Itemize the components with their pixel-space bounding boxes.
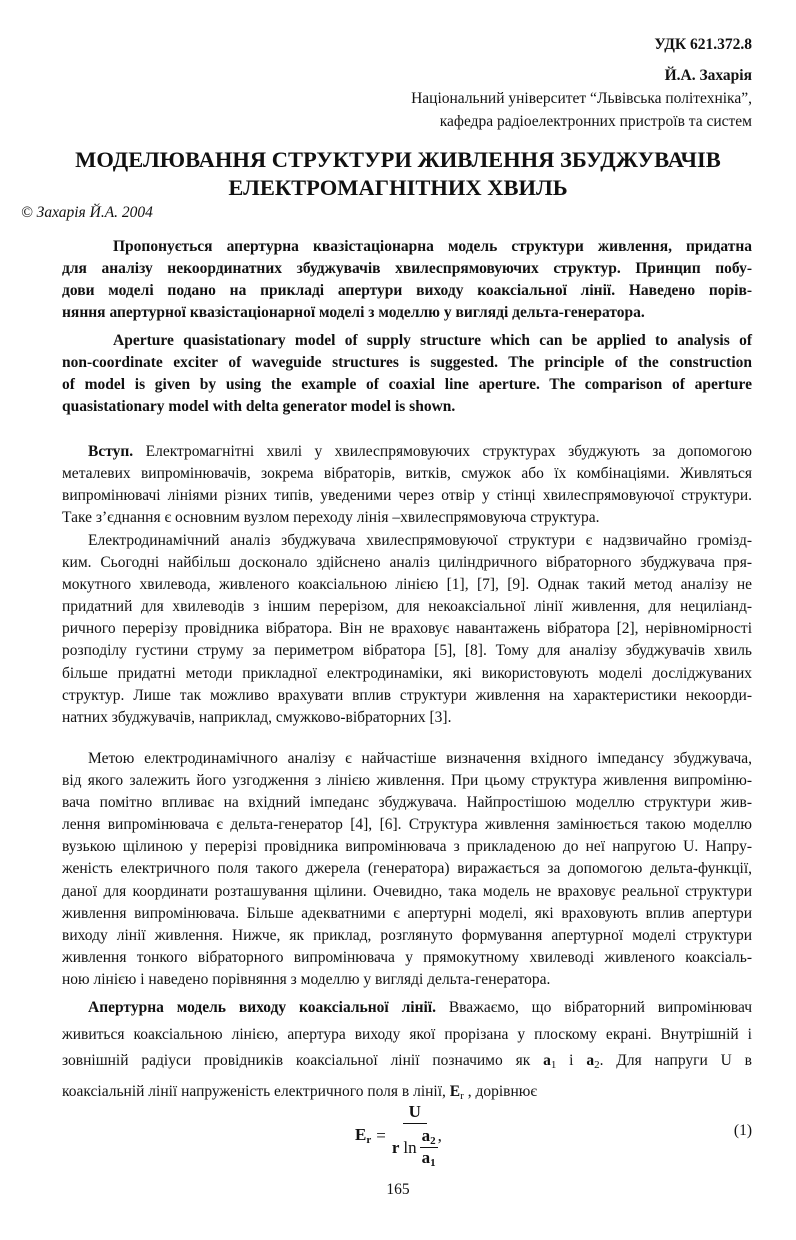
text-run: вузькою щілиною у перерізі провідника випромінювача з прикладеною до неї напругою U. Напру-	[62, 838, 752, 856]
text-run: Електродинамічний аналіз збуджувача хвилеспрямовуючої структури є надзвичайно громізд-	[88, 532, 752, 549]
formula-fraction: U r ln $a_2$ $a_1$	[391, 1102, 436, 1169]
text-run: натних збуджувачів, наприклад, смужково-вібраторних [3].	[62, 708, 452, 726]
text-run: мокутного хвилевода, живленого коаксіальною лінією [1], [7], [9]. Однак такий метод аналізу не	[62, 576, 752, 594]
text-line	[62, 903, 752, 925]
text-line	[62, 485, 752, 507]
text-line	[62, 552, 752, 574]
page-number: 165	[386, 1181, 410, 1198]
bold-text: Апертурна модель виходу коаксіальної лінії.	[88, 999, 436, 1016]
text-run: ною лінією і наведено порівняння з моделлю у вигляді дельта-генератора.	[62, 970, 551, 988]
text-run: вача помітно впливає на вхідний імпеданс збуджувача. Найпростішою моделлю структури жив-	[62, 794, 752, 812]
text-line	[62, 881, 752, 903]
text-run: Aperture quasistationary model of supply structure which can be applied to analysis of	[113, 332, 752, 349]
text-line	[62, 792, 752, 814]
text-run: , дорівнює	[463, 1082, 537, 1100]
text-line	[62, 995, 752, 1022]
text-line	[62, 618, 752, 640]
text-run: Вважаємо, що вібраторний випромінювач	[436, 999, 752, 1016]
text-run: Таке з’єднання є основним вузлом переходу лінія –хвилеспрямовуюча структура.	[62, 509, 600, 527]
text-line	[62, 814, 752, 836]
text-line	[62, 530, 752, 552]
bold-text: Вступ.	[88, 443, 134, 460]
text-run: зовнішній радіуси провідників коаксіальної лінії позначимо як	[62, 1052, 544, 1069]
text-line	[62, 663, 752, 685]
text-run: дови моделі подано на прикладі апертури виходу коаксіальної лінії. Наведено порів-	[62, 282, 752, 300]
text-line	[62, 770, 752, 792]
text-run: of model is given by using the example of coaxial line aperture. The comparison of aperture	[62, 376, 752, 394]
text-line	[62, 352, 752, 374]
text-line	[62, 685, 752, 707]
text-run: няння апертурної квазістаціонарної моделі з моделлю у вигляді дельта-генератора.	[62, 304, 645, 322]
equation-number: (1)	[733, 1122, 752, 1139]
text-line	[62, 707, 752, 729]
text-line	[62, 858, 752, 880]
text-run: Метою електродинамічного аналізу є найчастіше визначення вхідного імпедансу збуджувача,	[88, 750, 752, 767]
bold-text: E	[449, 1082, 461, 1100]
text-line	[62, 280, 752, 302]
affiliation-department: кафедра радіоелектронних пристроїв та систем	[439, 113, 752, 130]
formula-inner-fraction: $a_2$ $a_1$	[421, 1126, 436, 1169]
affiliation-university: Національний університет “Львівська політехніка”,	[411, 90, 752, 107]
paper-title-line1: МОДЕЛЮВАННЯ СТРУКТУРИ ЖИВЛЕННЯ ЗБУДЖУВАЧІВ	[75, 147, 721, 172]
text-run: придатний для хвилеводів з іншим перерізом, для некоаксіальної лінії живлення, для нециліанд-	[62, 598, 752, 616]
text-line	[62, 374, 752, 396]
text-run: non-coordinate exciter of waveguide structures is suggested. The principle of the construction	[62, 354, 752, 372]
udk-code: УДК 621.372.8	[654, 36, 752, 53]
abstract-ukrainian	[62, 236, 752, 324]
text-run: металевих випромінювачів, зокрема вібраторів, витків, смужок або їх комбінаціями. Живляться	[62, 465, 752, 483]
paragraph-aperture-model	[62, 995, 752, 1109]
text-line	[62, 396, 752, 418]
text-line	[62, 463, 752, 485]
text-line	[62, 236, 752, 258]
text-run: від якого залежить його узгодження з лінією живлення. При цьому структура живлення випроміню-	[62, 772, 752, 790]
text-run: випромінювачі лініями різних типів, уведеними через отвір у стінці хвилеспрямовуючої структури.	[62, 487, 752, 505]
text-line	[62, 748, 752, 770]
paragraph-analysis	[62, 530, 752, 729]
subscript: 2	[594, 1059, 600, 1071]
subscript: 1	[550, 1059, 557, 1071]
paragraph-introduction	[62, 441, 752, 529]
text-run: живиться коаксіальною лінією, апертура виходу якої прорізана у плоскому екрані. Внутрішній і	[62, 1025, 752, 1043]
text-line	[62, 441, 752, 463]
text-line	[62, 596, 752, 618]
text-line	[62, 258, 752, 280]
text-run: лення випромінювача є дельта-генератор [4], [6]. Структура живлення замінюється такою моделлю	[62, 816, 752, 834]
text-run: більше придатні методи прикладної електродинаміки, які використовують моделі досліджуваних	[62, 664, 752, 682]
bold-text: a	[586, 1052, 595, 1069]
text-run: Електромагнітні хвилі у хвилеспрямовуючих структурах збуджують за допомогою	[133, 443, 752, 460]
copyright-notice: © Захарія Й.А. 2004	[21, 204, 153, 221]
formula-lhs: $E_r$	[355, 1125, 372, 1146]
equation-1: $E_r$ = U r ln $a_2$ $a_1$ ,	[355, 1102, 442, 1169]
text-run: ричного перерізу провідника вібратора. Він не враховує навантажень вібратора [2], нерівномірності	[62, 620, 752, 638]
paper-title-line2: ЕЛЕКТРОМАГНІТНИХ ХВИЛЬ	[228, 175, 568, 200]
bold-text: a	[543, 1052, 551, 1069]
abstract-english	[62, 330, 752, 418]
text-run: живлення випромінювача. Більше адекватними є апертурні моделі, які враховують вплив апертури	[62, 904, 752, 922]
text-line	[62, 1048, 752, 1079]
text-line	[62, 640, 752, 662]
text-line	[62, 507, 752, 529]
text-run: коаксіальній лінії напруженість електричного поля в лінії,	[62, 1082, 450, 1100]
text-line	[62, 330, 752, 352]
paragraph-aim	[62, 748, 752, 991]
text-line	[62, 574, 752, 596]
text-line	[62, 925, 752, 947]
text-run: даної для координати розташування щілини. Очевидно, така модель не враховує реальної структури	[62, 882, 752, 900]
text-run: розподілу густини струму за периметром вібратора [5], [8]. Тому для аналізу збуджувачів хвиль	[62, 642, 752, 660]
subscript: r	[460, 1089, 464, 1102]
text-line	[62, 1022, 752, 1049]
text-run: живлення тонкого вібраторного випромінювача у прямокутному хвилеводі живленого коаксіаль-	[62, 948, 752, 966]
text-line	[62, 969, 752, 991]
text-run: структур. Лише так можливо врахувати вплив структури живлення на характеристики некоорди-	[62, 686, 752, 704]
text-run: і	[556, 1052, 587, 1069]
text-run: quasistationary model with delta generator model is shown.	[62, 398, 456, 416]
text-line	[62, 947, 752, 969]
text-run: женість електричного поля такого джерела (генератора) виражається за допомогою дельта-функції,	[62, 860, 752, 878]
text-run: Пропонується апертурна квазістаціонарна модель структури живлення, придатна	[113, 238, 752, 255]
text-line	[62, 836, 752, 858]
author-name: Й.А. Захарія	[664, 67, 752, 84]
text-run: . Для напруги U в	[599, 1052, 753, 1069]
text-line	[62, 302, 752, 324]
text-run: ким. Сьогодні найбільш досконало здійснено аналіз циліндричного вібраторного збуджувача пря-	[62, 554, 752, 572]
text-run: виходу лінії живлення. Нижче, як приклад, розглянуто формування апертурної моделі структури	[62, 926, 752, 944]
text-run: для аналізу некоординатних збуджувачів хвилеспрямовуючих структур. Принцип побу-	[62, 260, 752, 278]
